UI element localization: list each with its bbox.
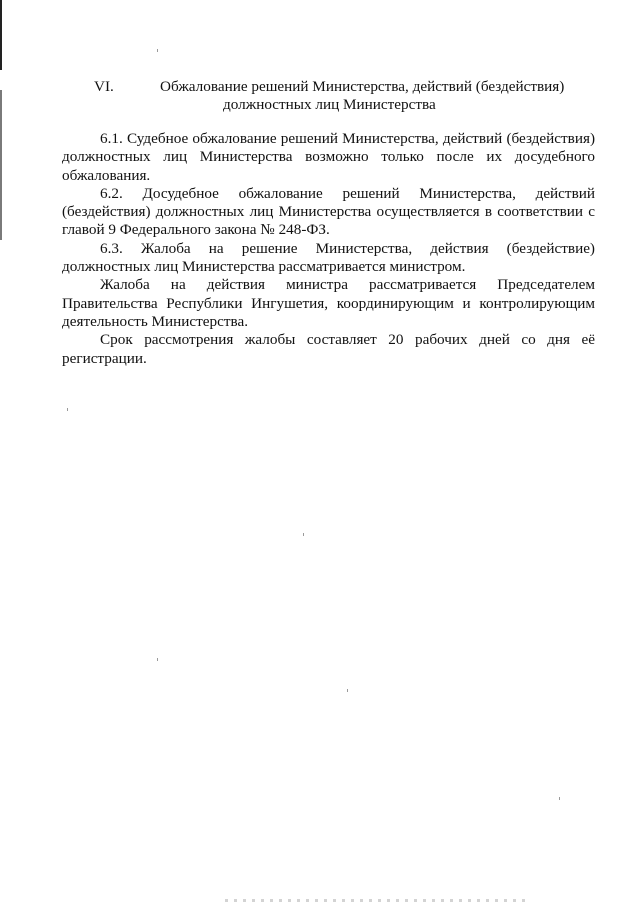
section-title-line-2: должностных лиц Министерства: [223, 96, 436, 113]
section-body: [62, 130, 595, 368]
section-number: VI.: [94, 78, 114, 95]
scan-edge-mark: [0, 0, 2, 70]
scan-speck: [347, 689, 348, 692]
section-title-line-1: Обжалование решений Министерства, действий (бездействия): [160, 78, 565, 95]
scan-speck: [559, 797, 560, 800]
paragraph-6-3: 6.3. Жалоба на решение Министерства, действия (бездействие) должностных лиц Министерства рассматривается министром.: [62, 239, 595, 276]
scan-speck: [157, 49, 158, 52]
scan-edge-mark: [0, 90, 2, 240]
paragraph-minister-complaint: Жалоба на действия министра рассматривается Председателем Правительства Республики Ингушетия, координирующим и контролирующим деятельность Министерства.: [62, 276, 595, 330]
paragraph-6-2: 6.2. Досудебное обжалование решений Министерства, действий (бездействия) должностных лиц Министерства осуществляется в соответствии с главой 9 Федерального закона № 248-ФЗ.: [62, 184, 595, 239]
paragraph-6-1: 6.1. Судебное обжалование решений Министерства, действий (бездействия) должностных лиц Министерства возможно только после их досудебного обжалования.: [62, 130, 595, 184]
scan-speck: [303, 533, 304, 536]
scan-speck: [157, 658, 158, 661]
scan-speck: [67, 408, 68, 411]
scan-bottom-noise: [225, 899, 525, 902]
paragraph-review-period: Срок рассмотрения жалобы составляет 20 рабочих дней со дня её регистрации.: [62, 331, 595, 367]
